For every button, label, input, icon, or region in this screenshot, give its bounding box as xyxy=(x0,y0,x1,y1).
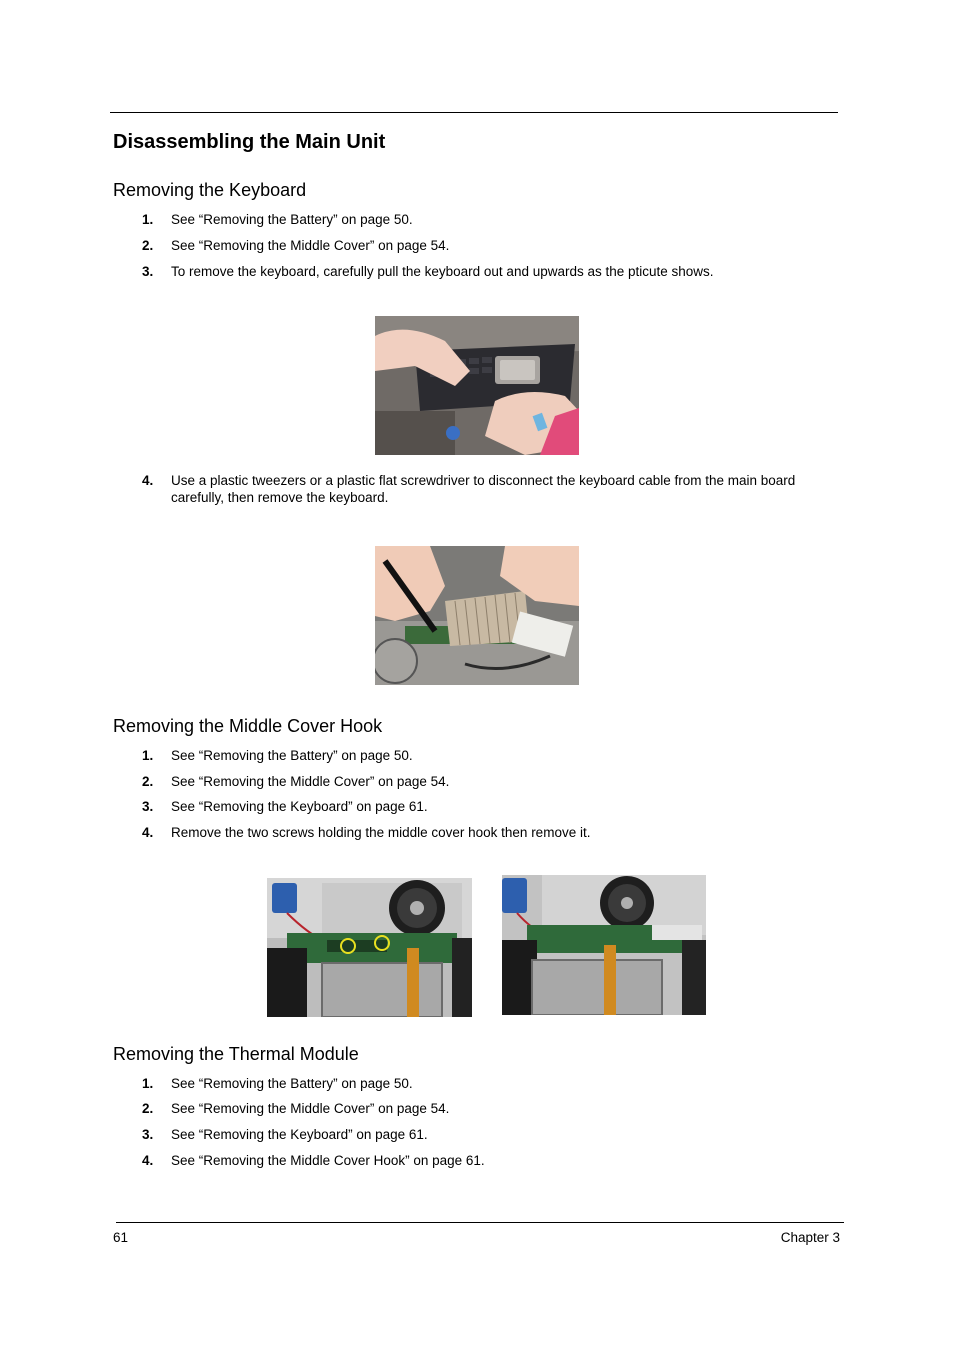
header-rule xyxy=(110,112,838,113)
step-number: 4. xyxy=(142,1153,154,1168)
section-heading-thermal-module: Removing the Thermal Module xyxy=(113,1044,359,1064)
step-number: 4. xyxy=(142,825,154,840)
step-number: 3. xyxy=(142,264,154,279)
step-number: 1. xyxy=(142,1076,154,1091)
step-number: 3. xyxy=(142,1127,154,1142)
keyboard-cable-photo xyxy=(375,546,579,685)
step-text: To remove the keyboard, carefully pull the keyboard out and upwards as the pticute shows. xyxy=(171,264,714,279)
step-number: 2. xyxy=(142,774,154,789)
step-text: See “Removing the Keyboard” on page 61. xyxy=(171,1127,428,1142)
step-text: See “Removing the Middle Cover” on page 54. xyxy=(171,238,450,253)
step-number: 2. xyxy=(142,238,154,253)
footer-rule xyxy=(116,1222,844,1223)
step-text: See “Removing the Middle Cover” on page 54. xyxy=(171,774,450,789)
chapter-label: Chapter 3 xyxy=(780,1230,840,1245)
page-number: 61 xyxy=(113,1230,129,1245)
step-text: See “Removing the Middle Cover Hook” on page 61. xyxy=(171,1153,485,1168)
step-number: 3. xyxy=(142,799,154,814)
section-heading-keyboard: Removing the Keyboard xyxy=(113,180,307,200)
step-text: See “Removing the Battery” on page 50. xyxy=(171,1076,413,1091)
step-text: Remove the two screws holding the middle cover hook then remove it. xyxy=(171,825,591,840)
step-number: 2. xyxy=(142,1101,154,1116)
step-text: See “Removing the Middle Cover” on page 54. xyxy=(171,1101,450,1116)
middle-cover-hook-screws-photo xyxy=(267,878,472,1017)
step-number: 4. xyxy=(142,473,154,488)
step-text: See “Removing the Battery” on page 50. xyxy=(171,212,413,227)
page-title: Disassembling the Main Unit xyxy=(113,131,386,153)
section-heading-middle-cover-hook: Removing the Middle Cover Hook xyxy=(113,716,383,736)
step-text: See “Removing the Battery” on page 50. xyxy=(171,748,413,763)
step-number: 1. xyxy=(142,748,154,763)
step-text: Use a plastic tweezers or a plastic flat screwdriver to disconnect the keyboard cable from the main board carefully, then remove the keyboard. xyxy=(171,473,796,505)
step-text: See “Removing the Keyboard” on page 61. xyxy=(171,799,428,814)
middle-cover-hook-removed-photo xyxy=(502,875,706,1015)
keyboard-removal-photo xyxy=(375,316,579,455)
step-number: 1. xyxy=(142,212,154,227)
